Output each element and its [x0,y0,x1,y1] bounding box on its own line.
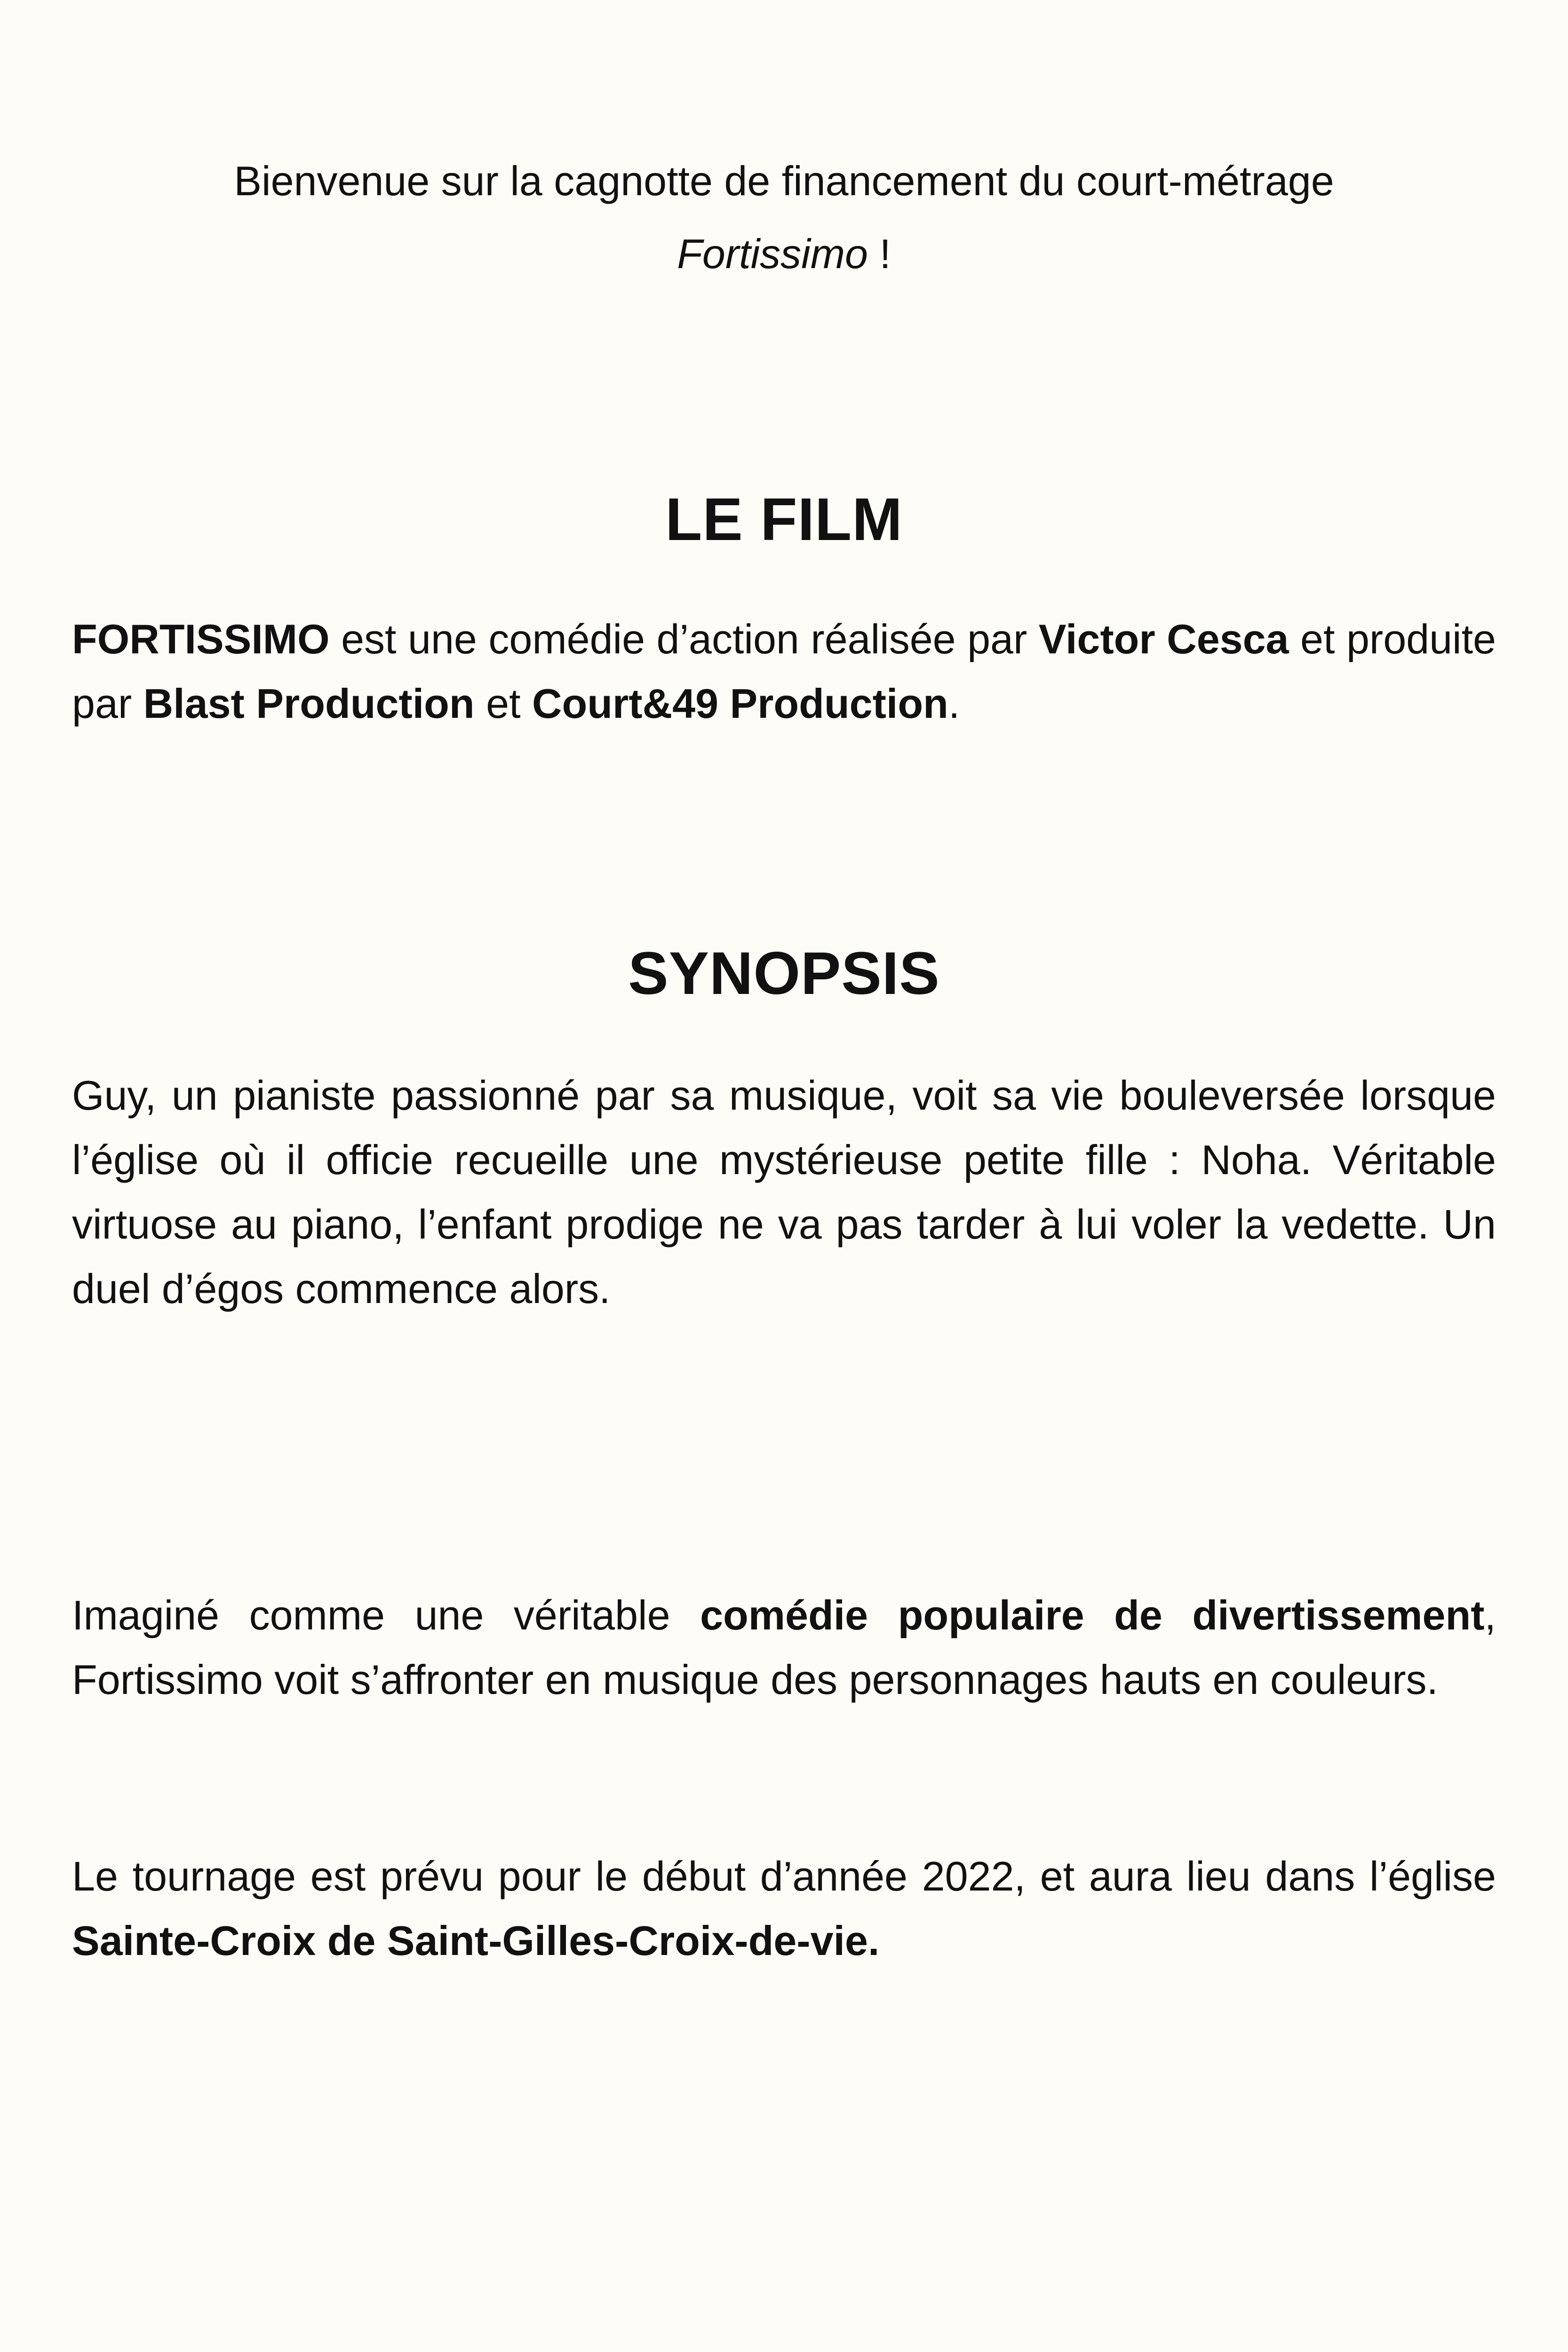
intro-line-2 [0,226,1568,282]
film-producer-1: Blast Production [143,680,475,727]
intro-film-title: Fortissimo [677,230,868,277]
synopsis-paragraph: Guy, un pianiste passionné par sa musique, voit sa vie bouleversée lorsque l’église où il officie recueille une mystérieuse petite fille : Noha. Véritable virtuose au piano, l’enfant prodige ne va pas tarder à lui voler la vedette. Un duel d’égos commence alors. [72,1072,1496,1312]
film-director: Victor Cesca [1038,616,1289,662]
film-paragraph [72,607,1496,736]
film-text-1: est une comédie d’action réalisée par [329,616,1039,662]
imagine-text-2: , Fortissimo voit s’affronter en musique des personnages hauts en couleurs. [72,1592,1496,1703]
film-producer-2: Court&49 Production [532,680,948,727]
tournage-text: Le tournage est prévu pour le début d’année 2022, et aura lieu dans l’église [72,1853,1496,1899]
imagine-paragraph [72,1583,1496,1712]
imagine-bold: comédie populaire de divertissement [700,1592,1485,1638]
intro-line-1 [0,153,1568,209]
film-text-4: . [948,680,960,727]
tournage-location: Sainte-Croix de Saint-Gilles-Croix-de-vie. [72,1917,880,1964]
imagine-text-1: Imaginé comme une véritable [72,1592,700,1638]
film-text-2: et produite par [72,616,1496,727]
tournage-paragraph [72,1844,1496,1973]
section-heading-film: LE FILM [665,486,903,553]
film-text-3: et [474,680,532,727]
section-heading-synopsis: SYNOPSIS [628,940,940,1007]
intro-text: Bienvenue sur la cagnotte de financement du court-métrage [234,158,1334,204]
film-title: FORTISSIMO [72,616,330,662]
intro-exclamation: ! [868,230,891,277]
